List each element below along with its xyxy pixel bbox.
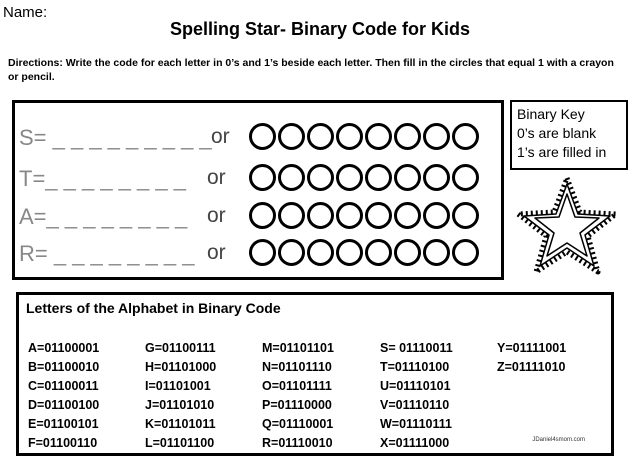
worksheet-title: Spelling Star- Binary Code for Kids — [169, 19, 471, 39]
bit-circles — [249, 123, 479, 150]
letter-code: V=01110110 — [380, 398, 450, 412]
bit-circle[interactable] — [278, 164, 305, 191]
practice-row-t — [19, 162, 499, 196]
bit-circle[interactable] — [394, 239, 421, 266]
letter-code: G=01100111 — [145, 341, 216, 355]
bit-circles — [249, 239, 479, 266]
practice-row-r — [19, 237, 499, 271]
bit-circle[interactable] — [336, 239, 363, 266]
letter-code: S= 01110011 — [380, 341, 453, 355]
or-label: or — [211, 125, 230, 148]
letter-code: M=01101101 — [262, 341, 334, 355]
bit-circle[interactable] — [423, 164, 450, 191]
name-label: Name: — [3, 4, 48, 21]
letter-code: J=01101010 — [145, 398, 215, 412]
letter-code: A=01100001 — [28, 341, 100, 355]
bit-circle[interactable] — [365, 239, 392, 266]
letter-code: Q=01110001 — [262, 417, 334, 431]
bit-circle[interactable] — [452, 239, 479, 266]
bit-circle[interactable] — [249, 239, 276, 266]
bit-circle[interactable] — [336, 123, 363, 150]
binary-key-title: Binary Key — [517, 106, 585, 122]
binary-key-ones: 1’s are filled in — [517, 144, 607, 160]
bit-circle[interactable] — [423, 239, 450, 266]
bit-circle[interactable] — [307, 164, 334, 191]
letter-prompt[interactable]: R= _ _ _ _ _ _ _ _ — [19, 241, 195, 266]
bit-circle[interactable] — [394, 202, 421, 229]
letter-code: I=01101001 — [145, 379, 211, 393]
letter-code: L=01101100 — [145, 436, 215, 450]
bit-circle[interactable] — [249, 164, 276, 191]
letter-code: B=01100010 — [28, 360, 100, 374]
letter-code: C=01100011 — [28, 379, 99, 393]
alphabet-column — [380, 339, 453, 453]
alphabet-column — [497, 339, 566, 377]
binary-key-zeros: 0’s are blank — [517, 125, 597, 141]
or-label: or — [207, 166, 226, 189]
binary-key-box — [510, 100, 628, 170]
practice-box — [12, 100, 504, 280]
bit-circle[interactable] — [452, 202, 479, 229]
letter-code: T=01110100 — [380, 360, 450, 374]
letter-code: Z=01111010 — [497, 360, 566, 374]
letter-code: E=01100101 — [28, 417, 99, 431]
letter-prompt[interactable]: T=_ _ _ _ _ _ _ _ — [19, 166, 186, 191]
bit-circle[interactable] — [278, 123, 305, 150]
practice-row-a — [19, 200, 499, 234]
letter-code: P=01110000 — [262, 398, 332, 412]
letter-prompt[interactable]: A=_ _ _ _ _ _ _ _ — [19, 204, 188, 229]
alphabet-code-box — [16, 292, 614, 456]
bit-circle[interactable] — [278, 202, 305, 229]
alphabet-column — [145, 339, 216, 453]
letter-code: X=01111000 — [380, 436, 450, 450]
bit-circle[interactable] — [278, 239, 305, 266]
bit-circle[interactable] — [452, 123, 479, 150]
letter-code: R=01110010 — [262, 436, 333, 450]
letter-code: N=01101110 — [262, 360, 332, 374]
bit-circle[interactable] — [394, 123, 421, 150]
letter-code: Y=01111001 — [497, 341, 567, 355]
bit-circle[interactable] — [307, 202, 334, 229]
bit-circle[interactable] — [307, 239, 334, 266]
bit-circle[interactable] — [365, 202, 392, 229]
bit-circle[interactable] — [249, 202, 276, 229]
bit-circle[interactable] — [365, 164, 392, 191]
letter-prompt[interactable]: S= _ _ _ _ _ _ _ _ _ — [19, 125, 212, 150]
alphabet-column — [28, 339, 99, 453]
or-label: or — [207, 204, 226, 227]
letter-code: H=01101000 — [145, 360, 217, 374]
bit-circle[interactable] — [249, 123, 276, 150]
bit-circle[interactable] — [394, 164, 421, 191]
bit-circle[interactable] — [423, 123, 450, 150]
bit-circle[interactable] — [307, 123, 334, 150]
letter-code: K=01101011 — [145, 417, 216, 431]
practice-row-s — [19, 121, 499, 155]
letter-code: F=01100110 — [28, 436, 98, 450]
star-icon — [512, 174, 622, 278]
letter-code: W=01110111 — [380, 417, 452, 431]
alphabet-column — [262, 339, 334, 453]
letter-code: U=01110101 — [380, 379, 451, 393]
site-credit: JDaniel4smom.com — [532, 437, 585, 443]
or-label: or — [207, 241, 226, 264]
alphabet-title: Letters of the Alphabet in Binary Code — [26, 300, 281, 316]
bit-circle[interactable] — [336, 202, 363, 229]
bit-circle[interactable] — [336, 164, 363, 191]
directions-text: Directions: Write the code for each letter in 0’s and 1’s beside each letter. Then fill in the circles that equal 1 with a crayon or pencil. — [8, 57, 614, 83]
bit-circle[interactable] — [423, 202, 450, 229]
letter-code: D=01100100 — [28, 398, 100, 412]
bit-circle[interactable] — [365, 123, 392, 150]
bit-circle[interactable] — [452, 164, 479, 191]
bit-circles — [249, 202, 479, 229]
bit-circles — [249, 164, 479, 191]
letter-code: O=01101111 — [262, 379, 332, 393]
